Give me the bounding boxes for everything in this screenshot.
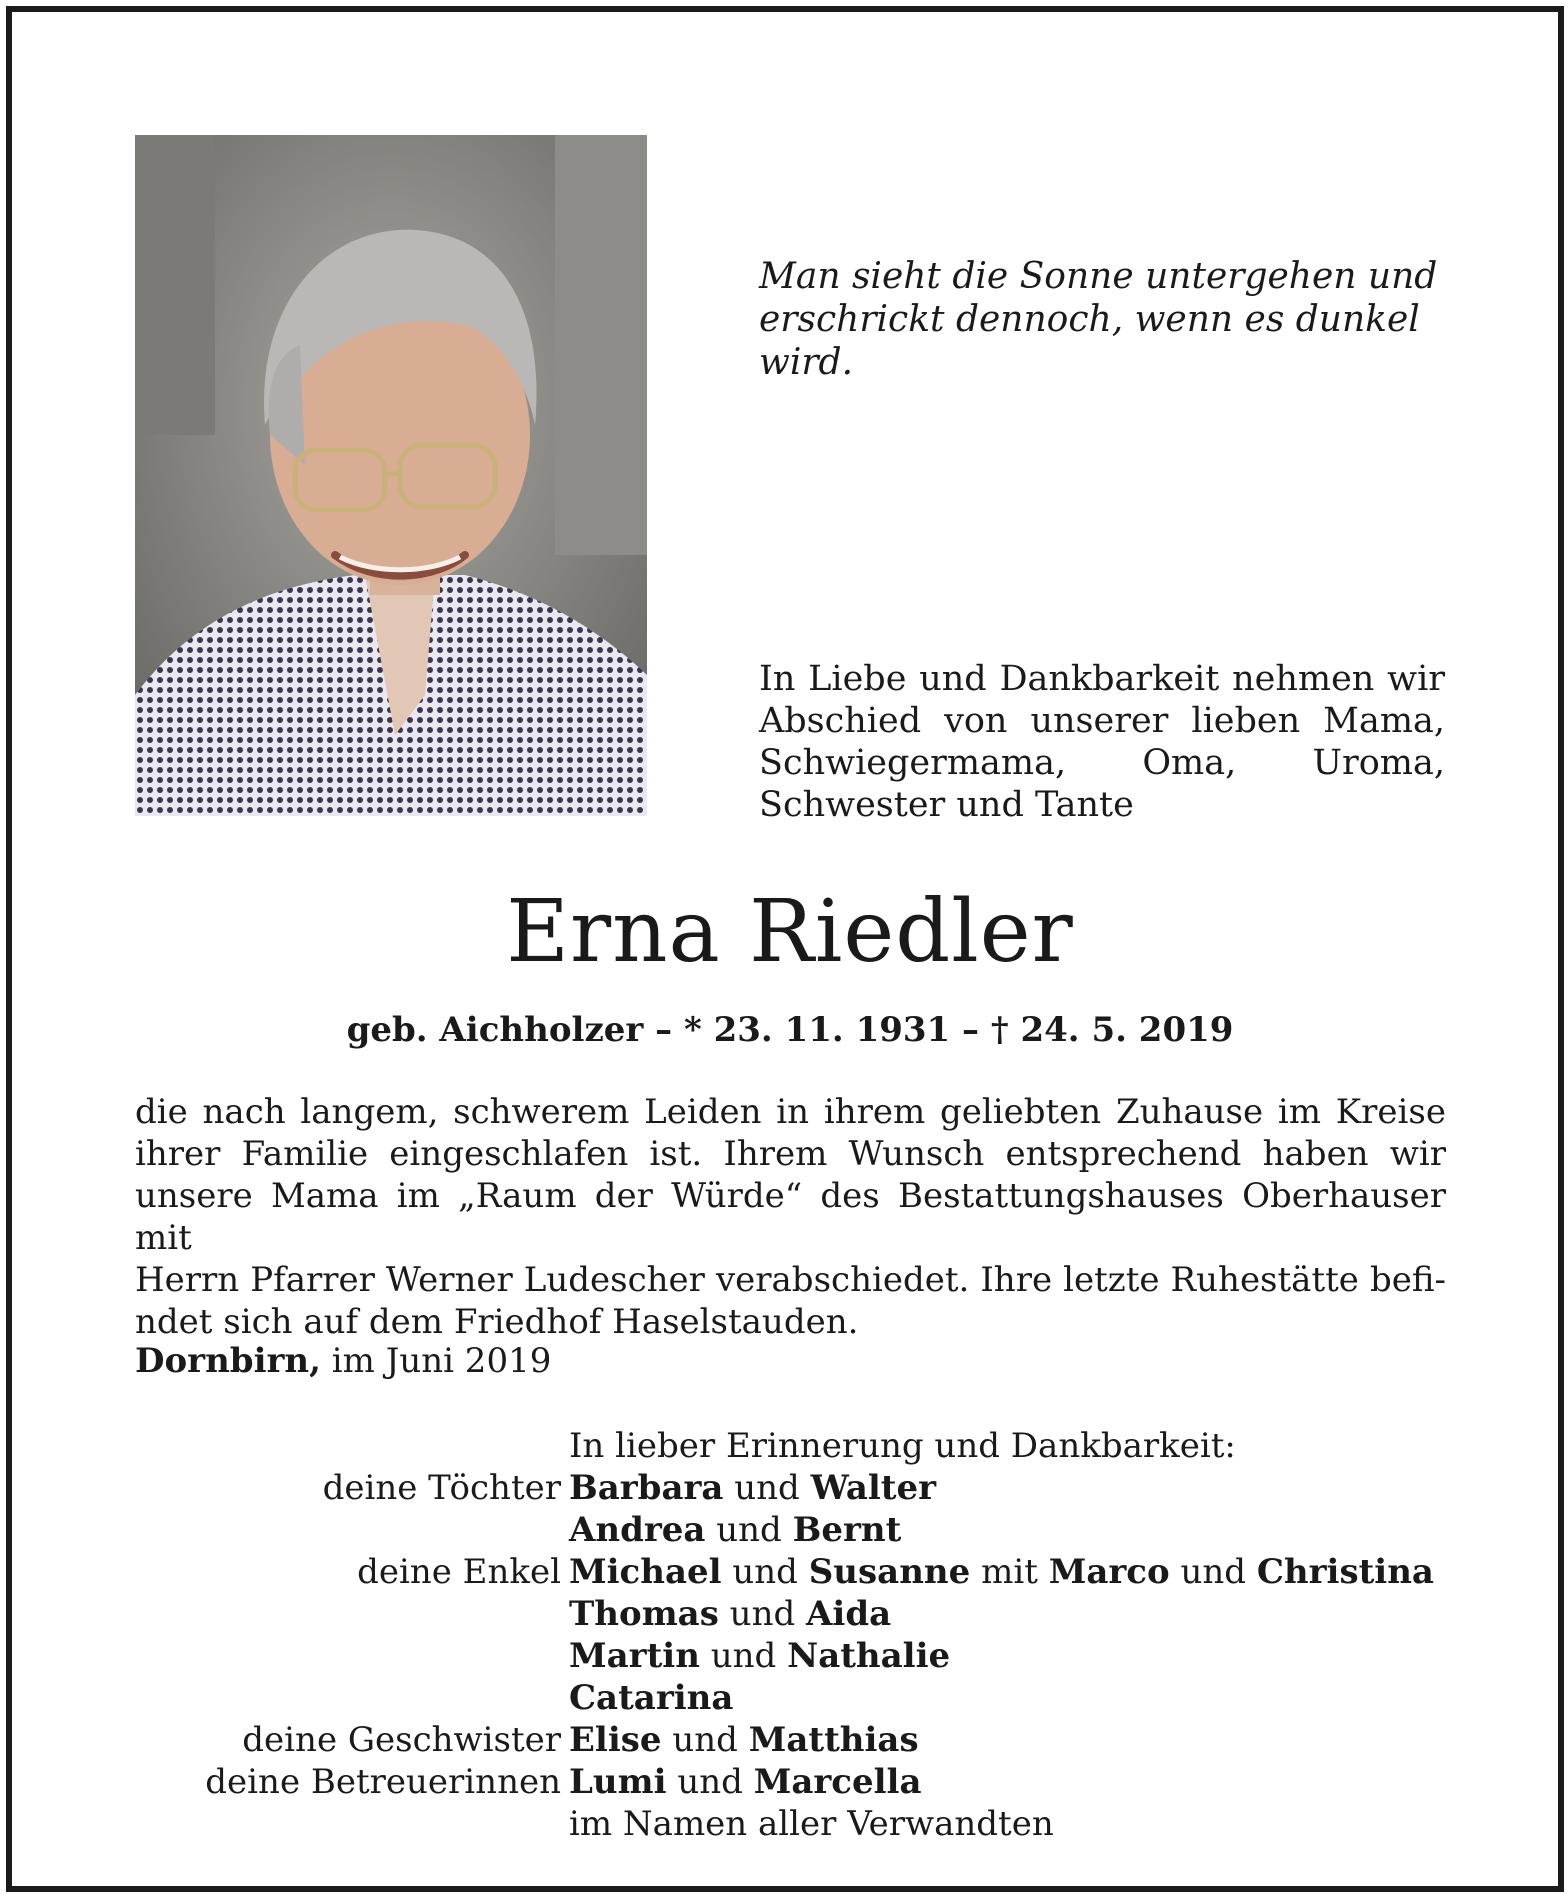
- intro-text: [759, 658, 1445, 826]
- family-member-name: Walter: [810, 1468, 937, 1508]
- family-role: deine Geschwister: [242, 1720, 561, 1760]
- family-conjunction: und: [677, 1762, 743, 1802]
- obituary-body: [135, 1091, 1446, 1343]
- family-role: deine Betreuerinnen: [205, 1762, 561, 1802]
- family-row: [12, 1677, 1564, 1719]
- family-member-name: Michael: [569, 1552, 722, 1592]
- family-names: [569, 1551, 1434, 1593]
- family-heading-row: [12, 1425, 1564, 1467]
- body-line: ndet sich auf dem Friedhof Haselstauden.: [135, 1302, 859, 1342]
- birth-death-dates: geb. Aichholzer – * 23. 11. 1931 – † 24. 5. 2019: [346, 1010, 1234, 1050]
- family-names: [569, 1677, 733, 1719]
- family-row: [12, 1593, 1564, 1635]
- family-member-name: Elise: [569, 1720, 662, 1760]
- family-row: [12, 1719, 1564, 1761]
- obituary-frame: [6, 6, 1564, 1892]
- family-list: [12, 1425, 1564, 1845]
- family-names: [569, 1761, 922, 1803]
- family-member-name: Marco: [1048, 1552, 1170, 1592]
- family-conjunction: und: [672, 1720, 738, 1760]
- family-conjunction: und: [729, 1594, 796, 1634]
- body-line: die nach langem, schwerem Leiden in ihrem geliebten Zuhause im Kreise: [135, 1092, 1446, 1132]
- portrait-illustration: [135, 135, 647, 816]
- family-names: [569, 1719, 919, 1761]
- family-conjunction: und: [732, 1552, 798, 1592]
- family-member-name: Aida: [806, 1594, 892, 1634]
- family-names: [569, 1635, 950, 1677]
- family-member-name: Matthias: [748, 1720, 919, 1760]
- family-member-name: Andrea: [569, 1510, 706, 1550]
- family-row: [12, 1509, 1564, 1551]
- intro-line: Schwester und Tante: [759, 785, 1134, 825]
- body-line: Herrn Pfarrer Werner Ludescher verabschiedet. Ihre letzte Ruhestätte befi-: [135, 1260, 1446, 1300]
- body-line: ihrer Familie eingeschlafen ist. Ihrem Wunsch entsprechend haben wir: [135, 1134, 1446, 1174]
- family-closing-row: [12, 1803, 1564, 1845]
- family-role: deine Töchter: [322, 1468, 561, 1508]
- family-row: [12, 1551, 1564, 1593]
- family-names: [569, 1593, 891, 1635]
- intro-line: Abschied von unserer lieben Mama,: [759, 701, 1445, 741]
- family-member-name: Lumi: [569, 1762, 667, 1802]
- family-names: [569, 1467, 936, 1509]
- family-rows: [12, 1467, 1564, 1803]
- family-row: [12, 1467, 1564, 1509]
- family-row: [12, 1761, 1564, 1803]
- family-member-name: Susanne: [808, 1552, 971, 1592]
- deceased-name: Erna Riedler: [506, 882, 1074, 982]
- portrait-photo: [135, 135, 647, 816]
- family-role: deine Enkel: [357, 1552, 561, 1592]
- family-member-name: Nathalie: [787, 1636, 951, 1676]
- family-member-name: Catarina: [569, 1678, 734, 1718]
- family-conjunction: und: [716, 1510, 782, 1550]
- family-member-name: Thomas: [569, 1594, 719, 1634]
- family-member-name: Barbara: [569, 1468, 724, 1508]
- family-closing: im Namen aller Verwandten: [569, 1804, 1054, 1844]
- family-conjunction: und: [710, 1636, 777, 1676]
- family-names: [569, 1509, 901, 1551]
- family-member-name: Christina: [1256, 1552, 1434, 1592]
- intro-line: Schwiegermama, Oma, Uroma,: [759, 743, 1445, 783]
- family-row: [12, 1635, 1564, 1677]
- place-date: im Juni 2019: [331, 1341, 552, 1381]
- family-member-name: Bernt: [792, 1510, 902, 1550]
- intro-line: In Liebe und Dankbarkeit nehmen wir: [759, 659, 1445, 699]
- place-and-date: [135, 1340, 551, 1382]
- family-conjunction: und: [1180, 1552, 1247, 1592]
- family-conjunction: mit: [981, 1552, 1038, 1592]
- family-conjunction: und: [734, 1468, 800, 1508]
- place-city: Dornbirn,: [135, 1341, 321, 1381]
- family-heading: In lieber Erinnerung und Dankbarkeit:: [569, 1426, 1236, 1466]
- family-member-name: Martin: [569, 1636, 700, 1676]
- quote-line: Man sieht die Sonne untergehen und: [759, 256, 1438, 297]
- quote-line: erschrickt dennoch, wenn es dunkel wird.: [759, 299, 1420, 383]
- memorial-quote: [759, 255, 1459, 384]
- family-member-name: Marcella: [753, 1762, 922, 1802]
- body-line: unsere Mama im „Raum der Würde“ des Bestattungshauses Oberhauser mit: [135, 1176, 1446, 1258]
